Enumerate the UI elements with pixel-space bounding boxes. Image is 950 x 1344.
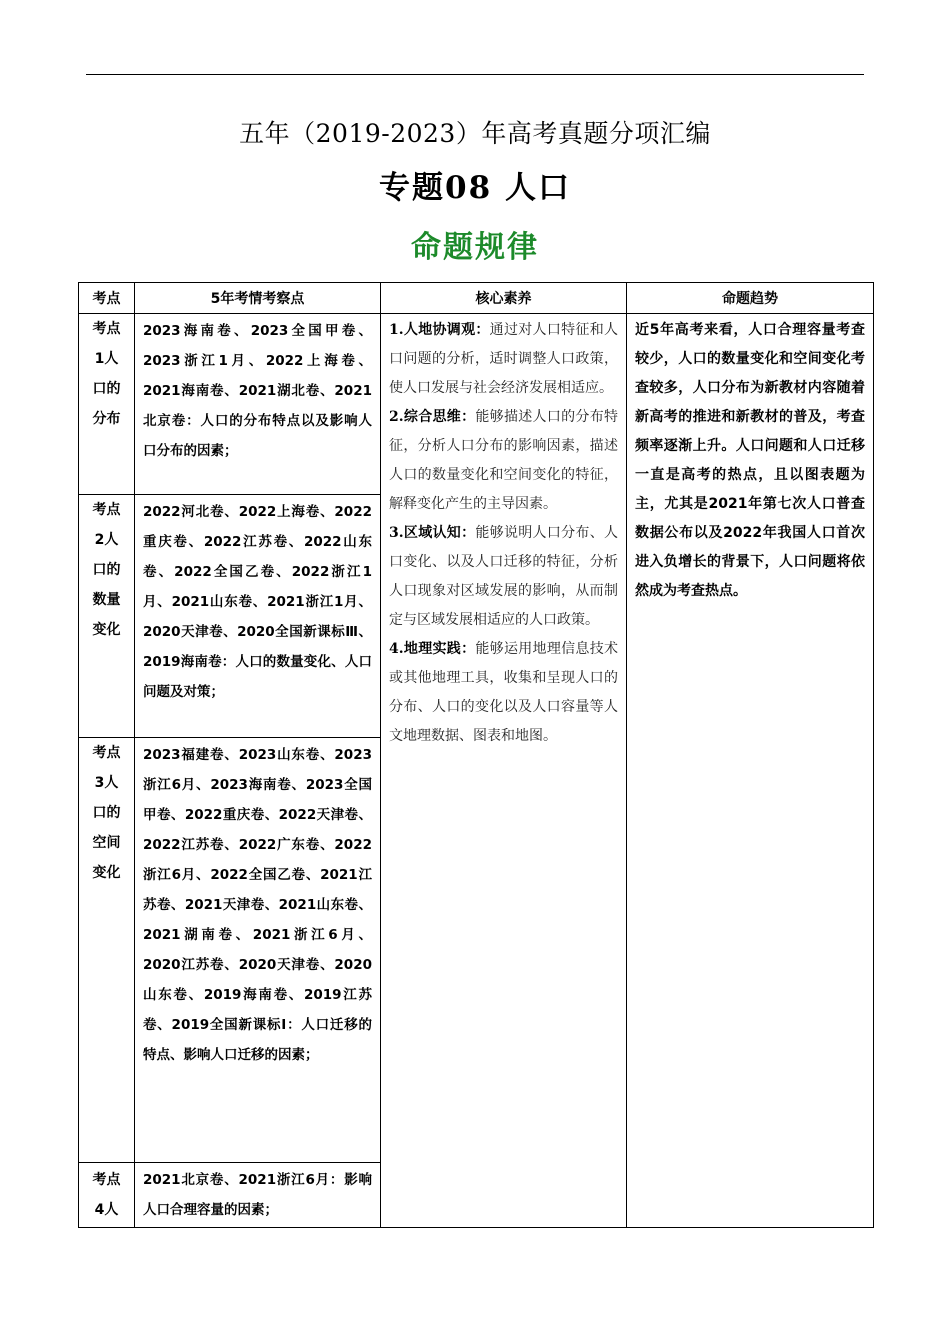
core-item (389, 519, 618, 635)
point-line: 分布 (92, 411, 121, 427)
point-cell (79, 1163, 135, 1228)
exam-list-cell: 2022河北卷、2022上海卷、2022重庆卷、2022江苏卷、2022山东卷、2022全国乙卷、2022浙江1月、2021山东卷、2021浙江1月、2020天津卷、2020全国新课标Ⅲ、2019海南卷：人口的数量变化、人口问题及对策； (135, 495, 381, 738)
top-rule (86, 74, 864, 75)
point-cell (79, 738, 135, 1163)
point-line: 变化 (92, 622, 121, 638)
point-line: 考点 (92, 321, 121, 337)
table-header-row (79, 283, 874, 314)
point-line: 考点 (92, 1172, 121, 1188)
document-subtitle: 专题08 人口 (379, 170, 571, 206)
trend-cell: 近5年高考来看，人口合理容量考查较少，人口的数量变化和空间变化考查较多，人口分布为新教材内容随着新高考的推进和新教材的普及，考查频率逐渐上升。人口问题和人口迁移一直是高考的热点，且以图表题为主，尤其是2021年第七次人口普查数据公布以及2022年我国人口首次进入负增长的背景下，人口问题将依然成为考查热点。 (627, 314, 874, 1228)
point-cell (79, 314, 135, 495)
point-line: 3人 (94, 775, 119, 791)
core-literacy-cell (381, 314, 627, 1228)
exam-analysis-table (78, 282, 874, 1228)
document-title: 五年（2019-2023）年高考真题分项汇编 (239, 119, 711, 148)
core-item-text: 能够描述人口的分布特征，分析人口分布的影响因素，描述人口的数量变化和空间变化的特征，解释变化产生的主导因素。 (389, 409, 618, 512)
core-item-label: 3.区域认知： (389, 525, 476, 541)
point-line: 口的 (92, 381, 121, 397)
core-item-text: 能够运用地理信息技术或其他地理工具，收集和呈现人口的分布、人口的变化以及人口容量等人文地理数据、图表和地图。 (389, 641, 618, 744)
core-item-text: 能够说明人口分布、人口变化、以及人口迁移的特征，分析人口现象对区域发展的影响，从而制定与区域发展相适应的人口政策。 (389, 525, 618, 628)
exam-list-cell: 2021北京卷、2021浙江6月：影响人口合理容量的因素； (135, 1163, 381, 1228)
point-line: 口的 (92, 805, 121, 821)
header-point: 考点 (79, 283, 135, 314)
table-row (79, 314, 874, 495)
exam-list-cell: 2023海南卷、2023全国甲卷、2023浙江1月、2022上海卷、2021海南卷、2021湖北卷、2021北京卷：人口的分布特点以及影响人口分布的因素； (135, 314, 381, 495)
point-line: 空间 (92, 835, 121, 851)
point-line: 考点 (92, 502, 121, 518)
point-line: 变化 (92, 865, 121, 881)
core-item-label: 4.地理实践： (389, 641, 476, 657)
core-item (389, 403, 618, 519)
exam-list-cell: 2023福建卷、2023山东卷、2023浙江6月、2023海南卷、2023全国甲卷、2022重庆卷、2022天津卷、2022江苏卷、2022广东卷、2022浙江6月、2022全国乙卷、2021江苏卷、2021天津卷、2021山东卷、2021湖南卷、2021浙江6月、2020江苏卷、2020天津卷、2020山东卷、2019海南卷、2019江苏卷、2019全国新课标Ⅰ：人口迁移的特点、影响人口迁移的因素； (135, 738, 381, 1163)
point-line: 数量 (92, 592, 121, 608)
section-heading: 命题规律 (411, 230, 539, 265)
point-line: 1人 (94, 351, 119, 367)
point-line: 口的 (92, 562, 121, 578)
core-item (389, 635, 618, 751)
core-item-label: 2.综合思维： (389, 409, 476, 425)
header-trend: 命题趋势 (627, 283, 874, 314)
point-line: 4人 (94, 1202, 119, 1218)
core-item-text: 通过对人口特征和人口问题的分析，适时调整人口政策，使人口发展与社会经济发展相适应。 (389, 322, 619, 396)
header-exams: 5年考情考察点 (135, 283, 381, 314)
point-line: 2人 (94, 532, 119, 548)
core-item-label: 1.人地协调观： (389, 322, 490, 338)
point-cell (79, 495, 135, 738)
point-line: 考点 (92, 745, 121, 761)
header-core: 核心素养 (381, 283, 627, 314)
core-item (389, 316, 618, 403)
